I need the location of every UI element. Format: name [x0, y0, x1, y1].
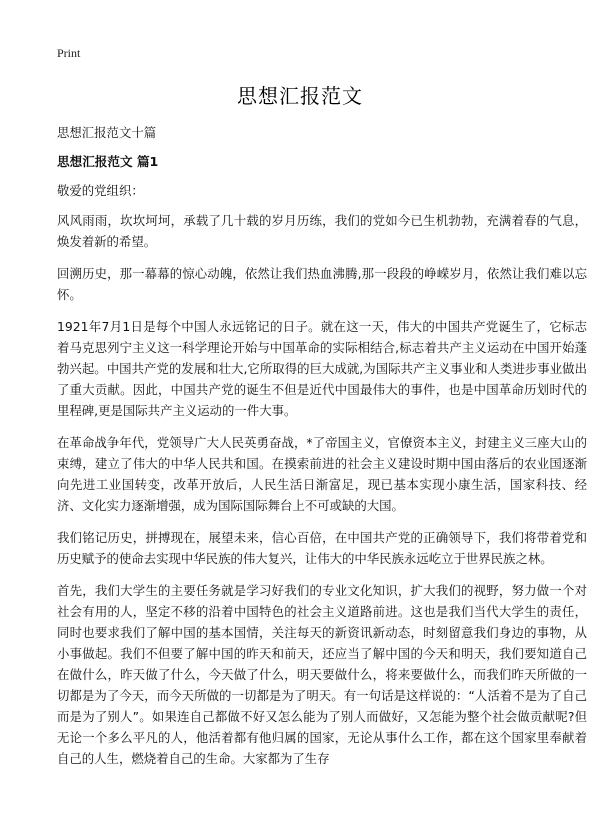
salutation: 敬爱的党组织：	[57, 183, 144, 198]
paragraph-3: 1921年7月1日是每个中国人永远铭记的日子。就在这一天，伟大的中国共产党诞生了，它标志着马克思列宁主义这一科学理论开始与中国革命的实际相结合,标志着共产主义运动在中国开始蓬勃兴起。中国共产党的发展和壮大,它所取得的巨大成就,为国际共产主义事业和人类进步事业做出了重大贡献。因此，中国共产党的诞生不但是近代中国最伟大的事件，也是中国革命历划时代的里程碑,更是国际共产主义运动的一件大事。	[57, 319, 587, 418]
paragraph-5: 我们铭记历史，拼搏现在，展望未来，信心百倍，在中国共产党的正确领导下，我们将带着党和历史赋予的使命去实现中华民族的伟大复兴，让伟大的中华民族永远屹立于世界民族之林。	[57, 530, 587, 566]
paragraph-4: 在革命战争年代，党领导广大人民英勇奋战，*了帝国主义，官僚资本主义，封建主义三座大山的束缚，建立了伟大的中华人民共和国。在摸索前进的社会主义建设时期中国由落后的农业国逐渐向先进工业国转变，改革开放后，人民生活日渐富足，现已基本实现小康生活，国家科技、经济、文化实力逐渐增强，成为国际国际舞台上不可或缺的大国。	[57, 435, 587, 513]
section-heading: 思想汇报范文 篇1	[57, 154, 159, 169]
paragraph-6: 首先，我们大学生的主要任务就是学习好我们的专业文化知识，扩大我们的视野，努力做一个对社会有用的人，坚定不移的沿着中国特色的社会主义道路前进。这也是我们当代大学生的责任，同时也要求我们了解中国的基本国情，关注每天的新资讯新动态，时刻留意我们身边的事物，从小事做起。我们不但要了解中国的昨天和前天，还应当了解中国的今天和明天，我们要知道自己在做什么，昨天做了什么，今天做了什么，明天要做什么，将来要做什么，而我们昨天所做的一切都是为了今天，而今天所做的一切都是为了明天。有一句话是这样说的：“人活着不是为了自己而是为了别人”。如果连自己都做不好又怎么能为了别人而做好，又怎能为整个社会做贡献呢?但无论一个多么平凡的人，他活着都有他归属的国家，无论从事什么工作，都在这个国家里奉献着自己的人生，燃烧着自己的生命。大家都为了生存	[57, 583, 587, 766]
paragraph-1: 风风雨雨，坎坎坷坷，承载了几十载的岁月历练，我们的党如今已生机勃勃，充满着春的气息，焕发着新的希望。	[57, 213, 587, 249]
document-subtitle: 思想汇报范文十篇	[57, 125, 157, 140]
document-title: 思想汇报范文	[237, 84, 363, 108]
print-link[interactable]: Print	[57, 46, 81, 60]
document-body	[57, 122, 587, 780]
paragraph-2: 回溯历史，那一幕幕的惊心动魄，依然让我们热血沸腾,那一段段的峥嵘岁月，依然让我们难以忘怀。	[57, 266, 587, 302]
